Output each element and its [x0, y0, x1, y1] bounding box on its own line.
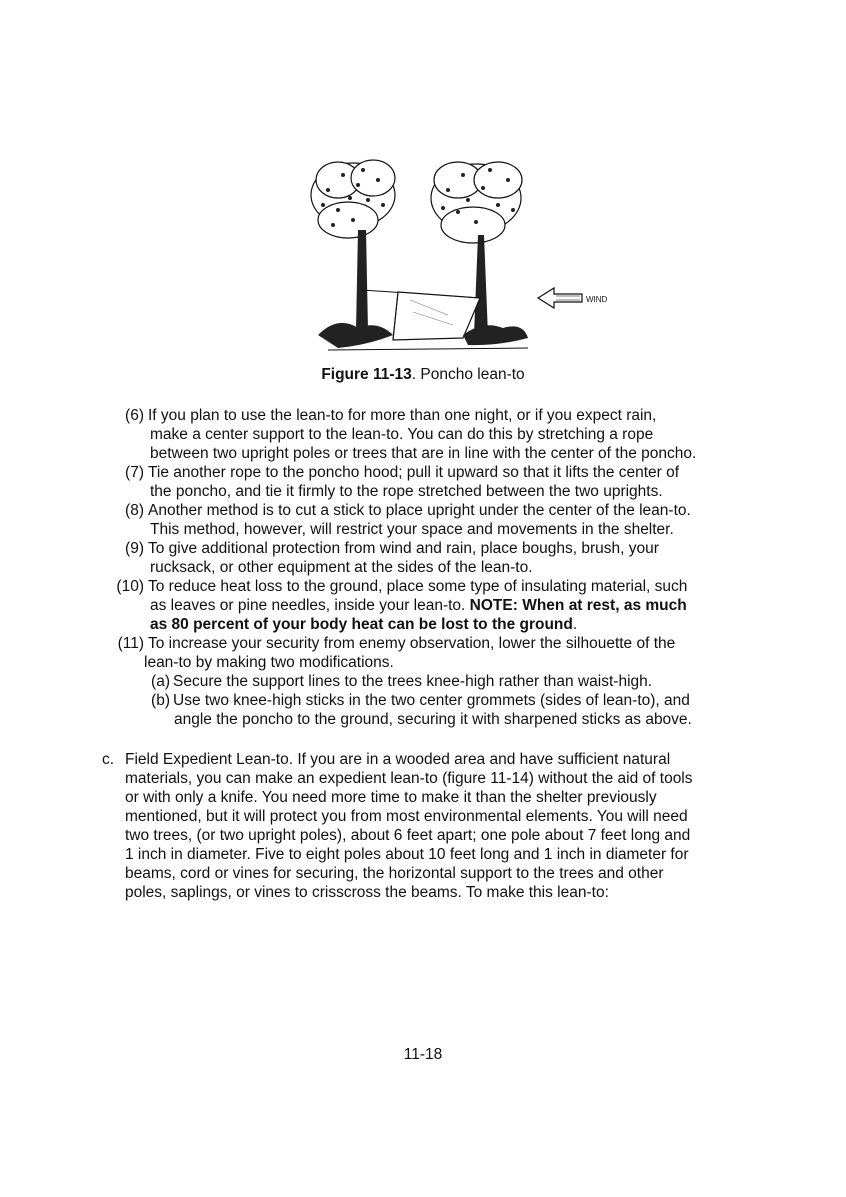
wind-label: WIND: [586, 295, 608, 304]
item-line: angle the poncho to the ground, securing it with sharpened sticks as above.: [174, 711, 692, 728]
item-number: (10): [116, 578, 144, 595]
item-line: lean-to by making two modifications.: [144, 654, 394, 671]
item-line: To reduce heat loss to the ground, place some type of insulating material, such: [148, 578, 688, 595]
item-line: rucksack, or other equipment at the sides of the lean-to.: [150, 559, 533, 576]
item-line: between two upright poles or trees that are in line with the center of the poncho.: [150, 445, 697, 462]
section-line: materials, you can make an expedient lean-to (figure 11-14) without the aid of tools: [125, 770, 693, 787]
section-line: beams, cord or vines for securing, the horizontal support to the trees and other: [125, 865, 664, 882]
item-number: (6): [125, 407, 144, 424]
item-number: (7): [125, 464, 144, 481]
item-list: [0, 406, 846, 736]
item-number: (8): [125, 502, 144, 519]
poncho-lean-to-illustration: [298, 150, 620, 362]
item-line: Use two knee-high sticks in the two center grommets (sides of lean-to), and: [173, 692, 690, 709]
page-number: 11-18: [403, 1046, 443, 1063]
note-text: as 80 percent of your body heat can be lost to the ground: [150, 616, 573, 633]
item-line: the poncho, and tie it firmly to the rope stretched between the two uprights.: [150, 483, 663, 500]
section-c: [0, 750, 846, 910]
section-line: or with only a knife. You need more time to make it than the shelter previously: [125, 789, 657, 806]
figure-caption: [0, 366, 846, 384]
item-number: (11): [117, 635, 144, 652]
item-line: If you plan to use the lean-to for more than one night, or if you expect rain,: [148, 407, 657, 424]
item-text: as leaves or pine needles, inside your lean-to.: [150, 597, 470, 614]
item-line: [150, 615, 577, 634]
section-line: mentioned, but it will protect you from most environmental elements. You will need: [125, 808, 688, 825]
note-text: NOTE: When at rest, as much: [469, 597, 687, 614]
item-line: This method, however, will restrict your space and movements in the shelter.: [150, 521, 674, 538]
poncho-lean-to-figure: [298, 150, 620, 362]
wind-arrow-icon: [538, 288, 582, 308]
item-line: Tie another rope to the poncho hood; pull it upward so that it lifts the center of: [148, 464, 680, 481]
item-text: .: [572, 616, 578, 633]
section-line: Field Expedient Lean-to. If you are in a wooded area and have sufficient natural: [125, 751, 671, 768]
item-line: Another method is to cut a stick to place upright under the center of the lean-to.: [148, 502, 691, 519]
item-line: Secure the support lines to the trees knee-high rather than waist-high.: [173, 673, 653, 690]
item-line: To give additional protection from wind and rain, place boughs, brush, your: [148, 540, 659, 557]
item-line: make a center support to the lean-to. You can do this by stretching a rope: [150, 426, 654, 443]
figure-label: Figure 11-13: [321, 366, 412, 383]
sub-item-number: (a): [151, 673, 170, 690]
section-line: poles, saplings, or vines to crisscross the beams. To make this lean-to:: [125, 884, 609, 901]
section-line: 1 inch in diameter. Five to eight poles about 10 feet long and 1 inch in diameter for: [125, 846, 689, 863]
sub-item-number: (b): [151, 692, 170, 709]
section-number: c.: [102, 751, 115, 768]
item-line: To increase your security from enemy observation, lower the silhouette of the: [148, 635, 676, 652]
item-number: (9): [125, 540, 144, 557]
item-line: [150, 596, 687, 615]
section-line: two trees, (or two upright poles), about 6 feet apart; one pole about 7 feet long and: [125, 827, 691, 844]
figure-caption-text: . Poncho lean-to: [411, 366, 525, 383]
